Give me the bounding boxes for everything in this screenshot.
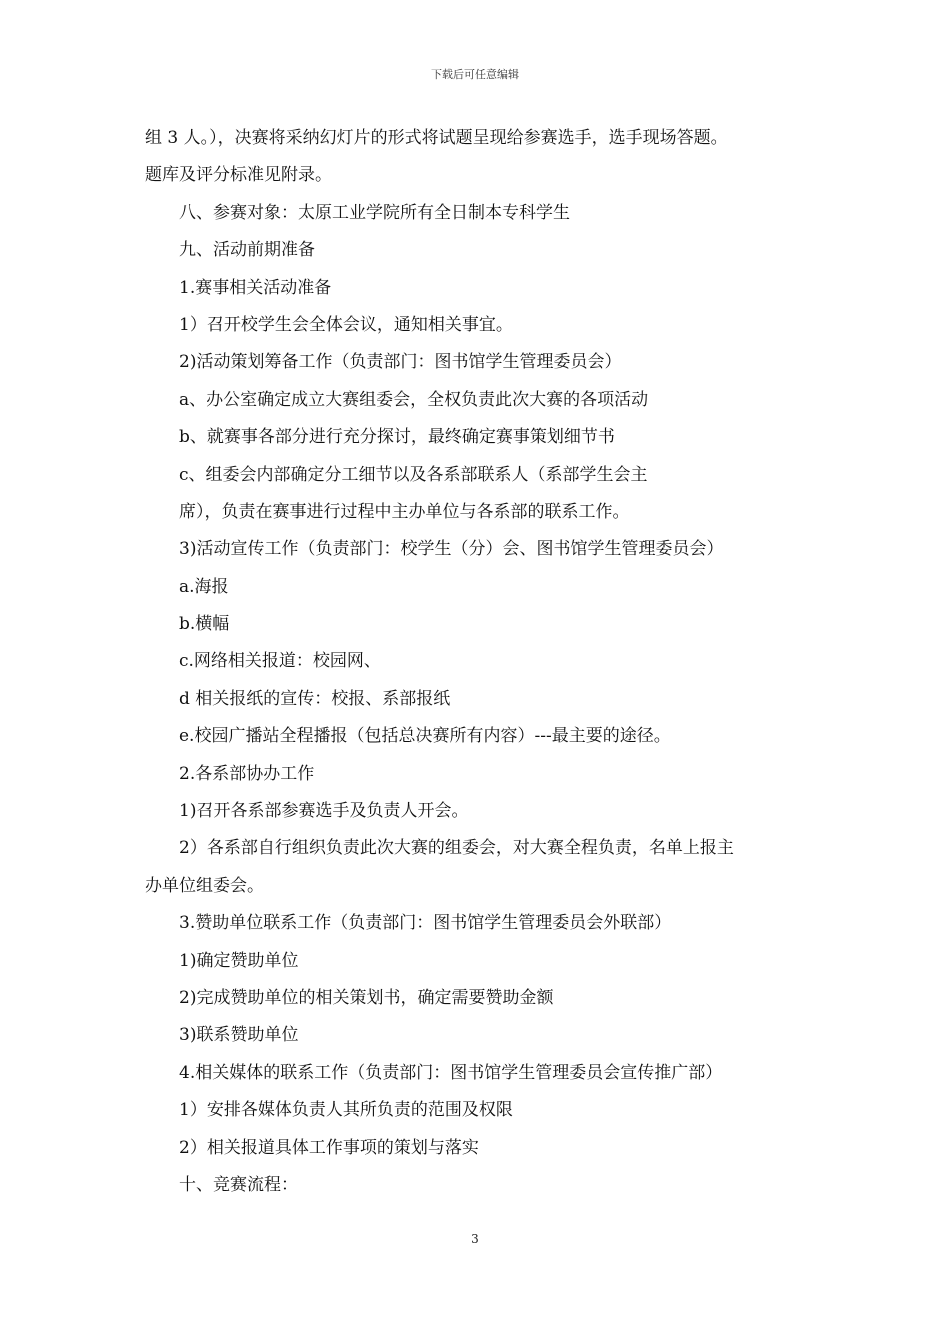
text-line: 1)确定赞助单位 [179, 950, 299, 971]
page-number: 3 [471, 1232, 479, 1246]
text-line: 组 3 人。），决赛将采纳幻灯片的形式将试题呈现给参赛选手，选手现场答题。 [145, 128, 728, 148]
text-line: 2.各系部协办工作 [179, 763, 315, 784]
text-line: 2)完成赞助单位的相关策划书，确定需要赞助金额 [179, 987, 554, 1008]
text-line: e.校园广播站全程播报（包括总决赛所有内容）---最主要的途径。 [179, 726, 671, 747]
text-line: c.网络相关报道：校园网、 [179, 651, 381, 672]
text-line: 2）各系部自行组织负责此次大赛的组委会，对大赛全程负责，名单上报主 [179, 838, 734, 859]
text-line: 十、竞赛流程： [179, 1174, 298, 1195]
text-line: 1)召开各系部参赛选手及负责人开会。 [179, 801, 469, 822]
text-line: 2)活动策划筹备工作（负责部门：图书馆学生管理委员会） [179, 352, 622, 373]
text-line: a.海报 [179, 576, 229, 597]
text-line: d 相关报纸的宣传：校报、系部报纸 [179, 688, 451, 709]
text-line: b.横幅 [179, 614, 230, 635]
text-line: 3)联系赞助单位 [179, 1025, 299, 1046]
text-line: 1）召开校学生会全体会议，通知相关事宜。 [179, 314, 513, 335]
text-line: 八、参赛对象：太原工业学院所有全日制本专科学生 [179, 202, 570, 223]
text-line: 4.相关媒体的联系工作（负责部门：图书馆学生管理委员会宣传推广部） [179, 1062, 723, 1083]
text-line: 3)活动宣传工作（负责部门：校学生（分）会、图书馆学生管理委员会） [179, 539, 724, 560]
text-line: 1.赛事相关活动准备 [179, 277, 332, 298]
text-line: 席），负责在赛事进行过程中主办单位与各系部的联系工作。 [179, 501, 630, 522]
text-line: c、组委会内部确定分工细节以及各系部联系人（系部学生会主 [179, 464, 648, 485]
text-line: 题库及评分标准见附录。 [145, 165, 332, 186]
text-line: a、办公室确定成立大赛组委会，全权负责此次大赛的各项活动 [179, 389, 649, 410]
text-line: 1）安排各媒体负责人其所负责的范围及权限 [179, 1100, 513, 1121]
text-line: b、就赛事各部分进行充分探讨，最终确定赛事策划细节书 [179, 427, 615, 448]
text-line: 2）相关报道具体工作事项的策划与落实 [179, 1137, 479, 1158]
document-body [145, 120, 825, 1204]
text-line: 九、活动前期准备 [179, 240, 315, 261]
text-line: 办单位组委会。 [145, 875, 264, 896]
page-header-note: 下载后可任意编辑 [431, 68, 519, 81]
text-line: 3.赞助单位联系工作（负责部门：图书馆学生管理委员会外联部） [179, 913, 672, 934]
